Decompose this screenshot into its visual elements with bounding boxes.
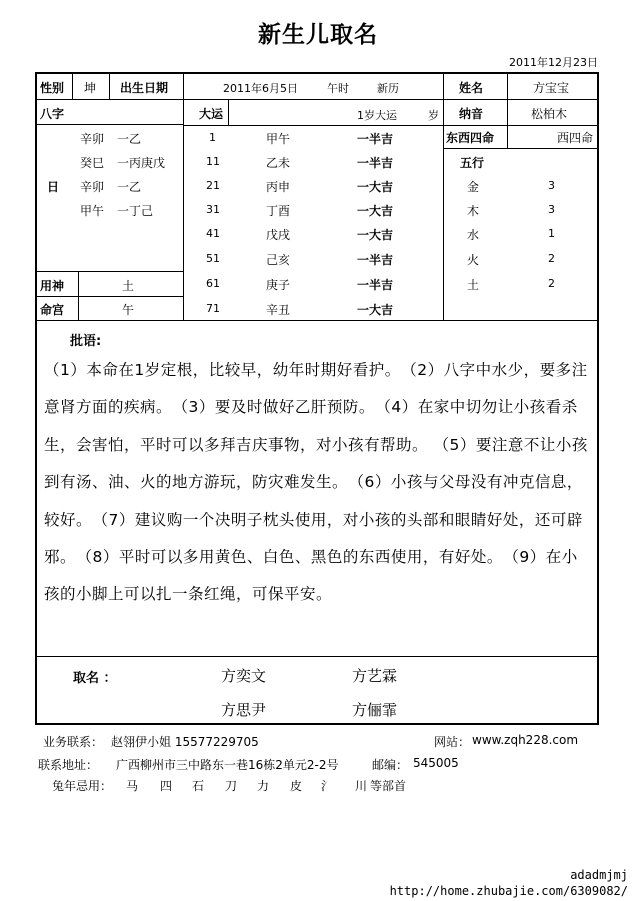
- grid-line: [78, 271, 79, 320]
- avoid-radical: 力: [257, 779, 270, 793]
- avoid-radical: 四: [160, 779, 173, 793]
- dayun-ganzhi: 丁酉: [266, 204, 291, 218]
- avoid-radical: 石: [192, 779, 205, 793]
- name-option: 方俪霏: [352, 701, 398, 719]
- comment-item: （8）平时可以多用黄色、白色、黑色的东西使用，有好处。: [84, 548, 496, 567]
- name-option: 方思尹: [221, 701, 267, 719]
- dayun-ganzhi: 庚子: [266, 278, 291, 292]
- calendar-type: 新历: [377, 82, 399, 95]
- avoid-radical: 马: [126, 779, 139, 793]
- dayun-luck: 一半吉: [357, 253, 394, 267]
- dayun-age: 71: [206, 302, 220, 315]
- name-value: 方宝宝: [533, 81, 570, 95]
- wuxing-label: 五行: [460, 156, 485, 170]
- dayun-age: 31: [206, 203, 220, 216]
- wuxing-count: 2: [548, 252, 555, 265]
- wuxing-element: 水: [467, 228, 480, 242]
- grid-line: [35, 320, 599, 321]
- wuxing-count: 1: [548, 227, 555, 240]
- gender-label: 性别: [40, 81, 65, 95]
- nayin-value: 松柏木: [531, 107, 568, 121]
- bazi-hidden-stem: 一乙: [117, 132, 142, 146]
- grid-line: [72, 72, 73, 99]
- name-option: 方艺霖: [352, 667, 398, 685]
- dayun-ganzhi: 戊戌: [266, 228, 291, 242]
- grid-line: [183, 125, 443, 126]
- dayun-luck: 一半吉: [357, 132, 394, 146]
- dayun-ganzhi: 乙未: [266, 156, 291, 170]
- name-label: 姓名: [459, 81, 484, 95]
- watermark-url[interactable]: http://home.zhubajie.com/6309082/: [389, 884, 628, 898]
- day-label: 日: [47, 180, 60, 194]
- contact-value: 赵翎伊小姐 15577229705: [111, 735, 259, 749]
- avoid-radical: 刀: [225, 779, 238, 793]
- grid-line: [109, 72, 110, 99]
- bazi-hidden-stem: 一丁己: [117, 204, 154, 218]
- comment-body: [44, 352, 592, 614]
- comment-item: （1）本命在1岁定根，比较早，幼年时期好看护。: [44, 361, 393, 379]
- postcode-label: 邮编：: [372, 758, 409, 772]
- dayun-age: 1: [209, 131, 216, 144]
- grid-line: [443, 125, 599, 126]
- website-link[interactable]: www.zqh228.com: [472, 733, 579, 747]
- dayun-age: 51: [206, 252, 220, 265]
- comment-item: （9）在小孩的小脚上可以扎一条红绳，可保平安。: [44, 548, 578, 604]
- wuxing-element: 木: [467, 204, 480, 218]
- nayin-label: 纳音: [459, 107, 484, 121]
- grid-line: [228, 99, 229, 125]
- comment-item: （2）八字中水少，要多注意肾方面的疾病。: [44, 361, 588, 417]
- bazi-pillar: 辛卯: [80, 132, 105, 146]
- comment-item: （3）要及时做好乙肝预防。: [180, 398, 368, 417]
- comment-label: 批语:: [70, 334, 102, 349]
- dayun-age: 21: [206, 179, 220, 192]
- names-label: 取名 ：: [73, 671, 117, 686]
- dayun-ganzhi: 己亥: [266, 253, 291, 267]
- comment-item: （7）建议购一个决明子枕头使用，对小孩的头部和眼睛好处，还可辟邪。: [44, 510, 583, 567]
- page-title: 新生儿取名: [258, 22, 378, 48]
- wuxing-count: 3: [548, 179, 555, 192]
- dayun-luck: 一大吉: [357, 303, 394, 317]
- wuxing-element: 金: [467, 180, 480, 194]
- yongshen-label: 用神: [40, 279, 65, 293]
- dayun-luck: 一大吉: [357, 180, 394, 194]
- bazi-pillar: 辛卯: [80, 180, 105, 194]
- dayun-age: 11: [206, 155, 220, 168]
- comment-item: （5）要注意不让小孩到有汤、油、火的地方游玩，防灾难发生。: [44, 435, 588, 492]
- birth-date-label: 出生日期: [120, 81, 169, 95]
- grid-line: [35, 271, 183, 272]
- address-value: 广西柳州市三中路东一巷16栋2单元2-2号: [116, 758, 339, 772]
- wuxing-element: 火: [467, 253, 480, 267]
- website-label: 网站：: [434, 735, 471, 749]
- name-option: 方奕文: [221, 667, 267, 685]
- dayun-ganzhi: 甲午: [266, 132, 291, 146]
- minggong-value: 午: [122, 303, 135, 317]
- dongxi-label: 东西四命: [446, 131, 495, 145]
- avoid-radical: 皮: [290, 779, 303, 793]
- comment-item: （4）在家中切勿让小孩看杀生，会害怕，平时可以多拜吉庆事物，对小孩有帮助。: [44, 398, 578, 454]
- grid-line: [443, 148, 599, 149]
- grid-line: [35, 296, 183, 297]
- wuxing-element: 土: [467, 278, 480, 292]
- dayun-luck: 一半吉: [357, 156, 394, 170]
- dayun-luck: 一大吉: [357, 228, 394, 242]
- wuxing-count: 2: [548, 277, 555, 290]
- grid-line: [443, 72, 444, 320]
- dayun-luck: 一半吉: [357, 278, 394, 292]
- dayun-ganzhi: 丙申: [266, 180, 291, 194]
- bazi-label: 八字: [40, 107, 65, 121]
- grid-line: [35, 124, 183, 125]
- document-date: 2011年12月23日: [509, 56, 598, 69]
- bazi-hidden-stem: 一丙庚戊: [117, 156, 166, 170]
- grid-line: [507, 72, 508, 148]
- minggong-label: 命宫: [40, 303, 65, 317]
- bazi-pillar: 癸巳: [80, 156, 105, 170]
- dayun-luck: 一大吉: [357, 204, 394, 218]
- avoid-radical: 氵: [321, 779, 334, 793]
- avoid-radical: 川: [355, 779, 368, 793]
- grid-line: [183, 72, 184, 320]
- grid-line: [35, 99, 599, 100]
- gender-value: 坤: [84, 81, 97, 95]
- comment-item: （6）小孩与父母没有冲克信息，较好。: [44, 473, 583, 529]
- avoid-label: 兔年忌用：: [52, 779, 113, 793]
- dayun-age: 41: [206, 227, 220, 240]
- dayun-ganzhi: 辛丑: [266, 303, 291, 317]
- contact-label: 业务联系：: [43, 735, 104, 749]
- dayun-suffix: 岁: [428, 109, 439, 122]
- yongshen-value: 土: [122, 279, 135, 293]
- bazi-pillar: 甲午: [80, 204, 105, 218]
- bazi-hidden-stem: 一乙: [117, 180, 142, 194]
- grid-line: [35, 656, 599, 657]
- avoid-suffix: 等部首: [370, 779, 407, 793]
- birth-date-value: 2011年6月5日: [223, 82, 298, 95]
- birth-hour-value: 午时: [327, 82, 349, 95]
- watermark-user: adadmjmj: [570, 868, 628, 882]
- postcode-value: 545005: [413, 756, 459, 770]
- dongxi-value: 西四命: [557, 131, 594, 145]
- address-label: 联系地址：: [38, 758, 99, 772]
- dayun-label: 大运: [199, 107, 224, 121]
- dayun-start: 1岁大运: [357, 109, 397, 122]
- dayun-age: 61: [206, 277, 220, 290]
- wuxing-count: 3: [548, 203, 555, 216]
